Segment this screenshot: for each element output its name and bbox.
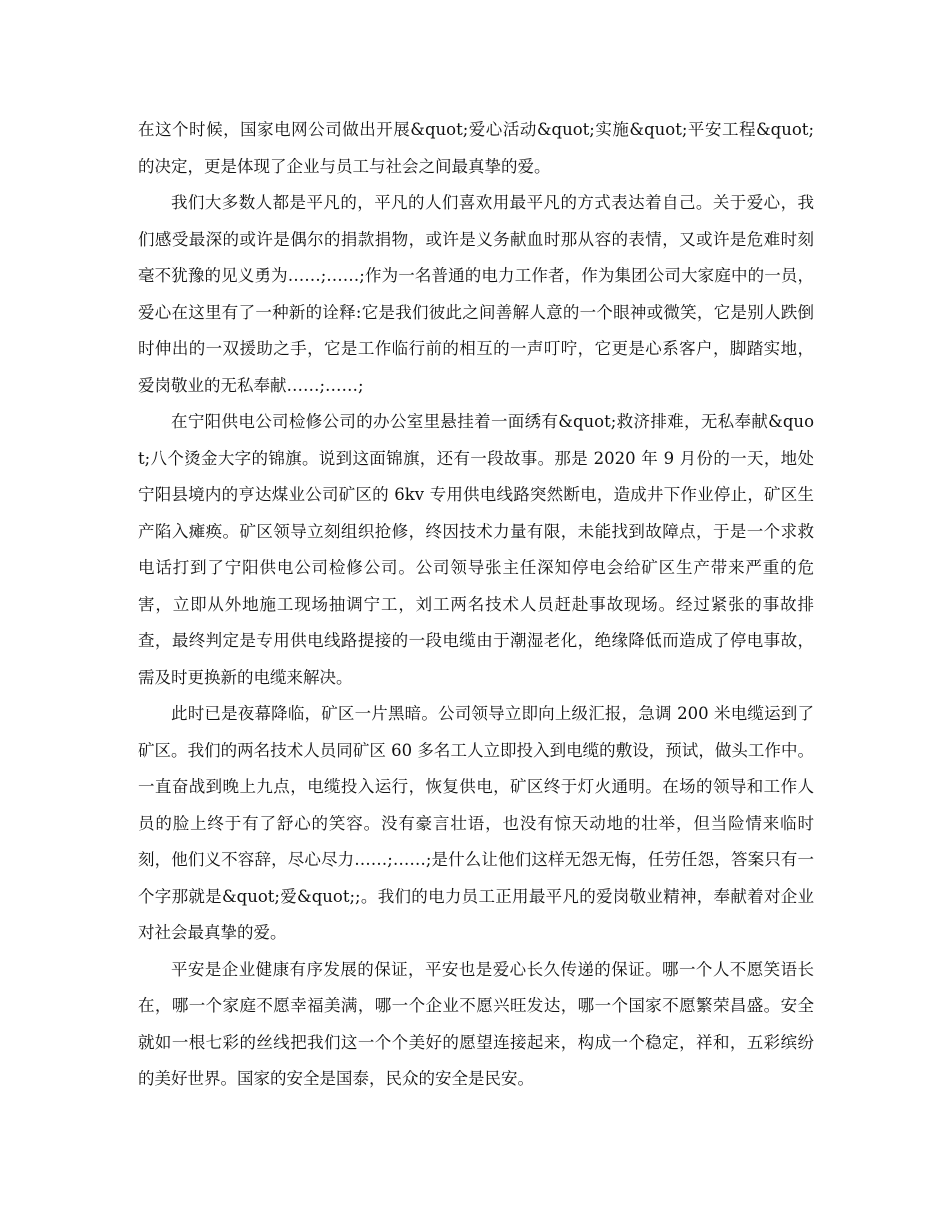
paragraph-5: 平安是企业健康有序发展的保证，平安也是爱心长久传递的保证。哪一个人不愿笑语长在，哪一个家庭不愿幸福美满，哪一个企业不愿兴旺发达，哪一个国家不愿繁荣昌盛。安全就如一根七彩的丝线把我们这一个个美好的愿望连接起来，构成一个稳定，祥和，五彩缤纷的美好世界。国家的安全是国泰，民众的安全是民安。 <box>138 959 814 1088</box>
paragraph-1: 在这个时候，国家电网公司做出开展&quot;爱心活动&quot;实施&quot;平安工程&quot;的决定，更是体现了企业与员工与社会之间最真挚的爱。 <box>138 120 814 176</box>
paragraph-4: 此时已是夜幕降临，矿区一片黑暗。公司领导立即向上级汇报，急调 200 米电缆运到了矿区。我们的两名技术人员同矿区 60 多名工人立即投入到电缆的敷设，预试，做头工作中。一直奋战到晚上九点，电缆投入运行，恢复供电，矿区终于灯火通明。在场的领导和工作人员的脸上终于有了舒心的笑容。没有豪言壮语，也没有惊天动地的壮举，但当险情来临时刻，他们义不容辞，尽心尽力……;……;是什么让他们这样无怨无悔，任劳任怨，答案只有一个字那就是&quot;爱&quot;;。我们的电力员工正用最平凡的爱岗敬业精神，奉献着对企业对社会最真挚的爱。 <box>138 704 814 942</box>
paragraph-2: 我们大多数人都是平凡的，平凡的人们喜欢用最平凡的方式表达着自己。关于爱心，我们感受最深的或许是偶尔的捐款捐物，或许是义务献血时那从容的表情，又或许是危难时刻毫不犹豫的见义勇为……;……;作为一名普通的电力工作者，作为集团公司大家庭中的一员，爱心在这里有了一种新的诠释:它是我们彼此之间善解人意的一个眼神或微笑，它是别人跌倒时伸出的一双援助之手，它是工作临行前的相互的一声叮咛，它更是心系客户，脚踏实地，爱岗敬业的无私奉献……;……; <box>138 193 814 395</box>
document-body <box>138 112 814 1098</box>
paragraph-3: 在宁阳供电公司检修公司的办公室里悬挂着一面绣有&quot;救济排难，无私奉献&quot;八个烫金大字的锦旗。说到这面锦旗，还有一段故事。那是 2020 年 9 月份的一天，地处宁阳县境内的亨达煤业公司矿区的 6kv 专用供电线路突然断电，造成井下作业停止，矿区生产陷入瘫痪。矿区领导立刻组织抢修，终因技术力量有限，未能找到故障点，于是一个求救电话打到了宁阳供电公司检修公司。公司领导张主任深知停电会给矿区生产带来严重的危害，立即从外地施工现场抽调宁工，刘工两名技术人员赶赴事故现场。经过紧张的事故排查，最终判定是专用供电线路提接的一段电缆由于潮湿老化，绝缘降低而造成了停电事故，需及时更换新的电缆来解决。 <box>138 412 814 687</box>
